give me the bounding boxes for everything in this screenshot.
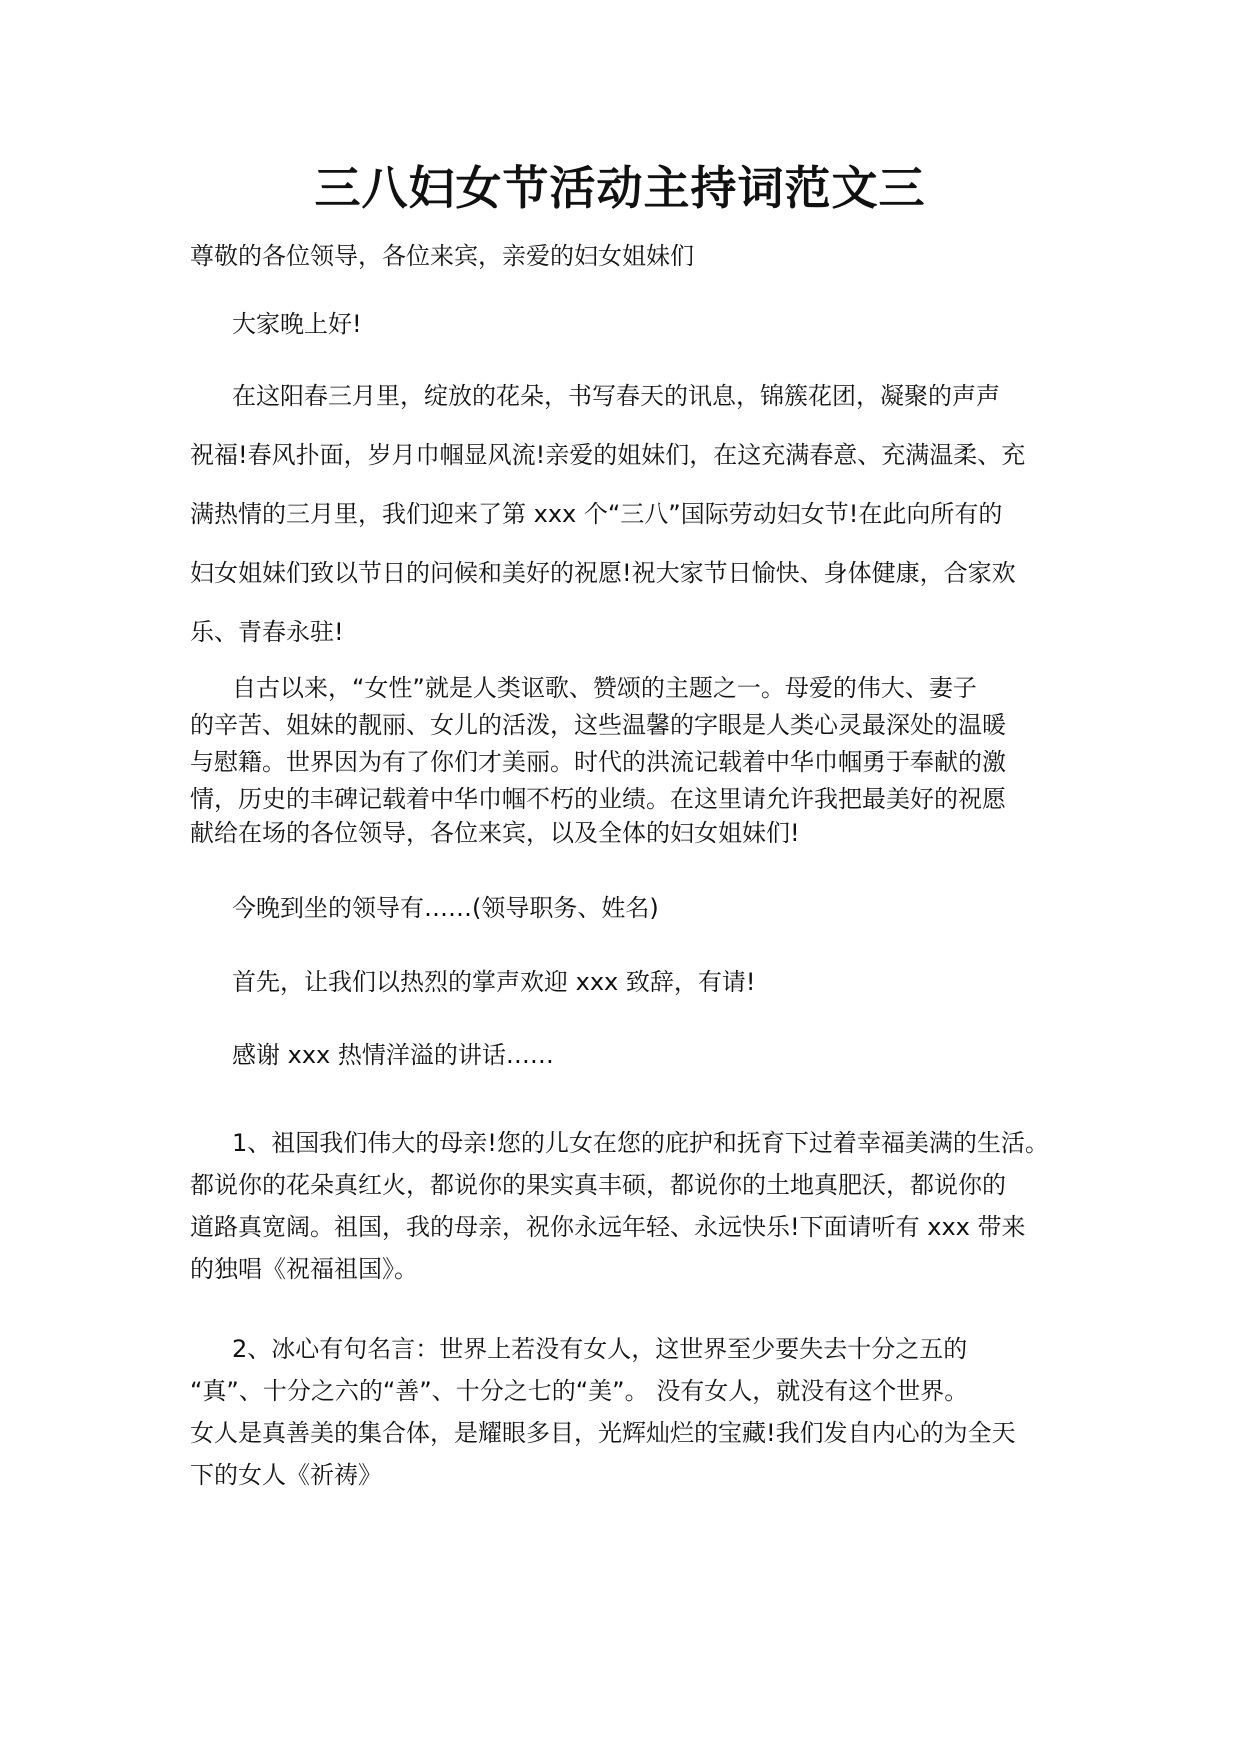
paragraph-line: 乐、青春永驻!: [190, 618, 344, 646]
greeting-line: 尊敬的各位领导，各位来宾，亲爱的妇女姐妹们: [190, 242, 694, 270]
paragraph-line: 的辛苦、姐妹的靓丽、女儿的活泼，这些温馨的字眼是人类心灵最深处的温暖: [190, 711, 1006, 739]
paragraph-line: 的独唱《祝福祖国》。: [190, 1255, 418, 1283]
paragraph-line: 2、冰心有句名言：世界上若没有女人，这世界至少要失去十分之五的: [232, 1335, 968, 1363]
paragraph-spring: [190, 367, 1102, 662]
paragraph-line: 在这阳春三月里，绽放的花朵，书写春天的讯息，锦簇花团，凝聚的声声: [232, 382, 1000, 410]
paragraph-leaders: 今晚到坐的领导有……(领导职务、姓名): [232, 894, 659, 922]
paragraph-hello: 大家晚上好!: [232, 310, 362, 338]
paragraph-line: “真”、十分之六的“善”、十分之七的“美”。 没有女人，就没有这个世界。: [190, 1377, 969, 1405]
paragraph-line: 女人是真善美的集合体，是耀眼多目，光辉灿烂的宝藏!我们发自内心的为全天: [190, 1419, 1016, 1447]
paragraph-line: 自古以来，“女性”就是人类讴歌、赞颂的主题之一。母爱的伟大、妻子: [232, 674, 977, 702]
paragraph-line: 情，历史的丰碑记载着中华巾帼不朽的业绩。在这里请允许我把最美好的祝愿: [190, 785, 1006, 813]
paragraph-female: [190, 670, 1102, 818]
paragraph-female-end: 献给在场的各位领导，各位来宾，以及全体的妇女姐妹们!: [190, 819, 800, 847]
document-title: 三八妇女节活动主持词范文三: [314, 161, 926, 215]
paragraph-line: 下的女人《祈祷》: [190, 1461, 382, 1489]
paragraph-line: 与慰籍。世界因为有了你们才美丽。时代的洪流记载着中华巾帼勇于奉献的激: [190, 748, 1006, 776]
paragraph-thanks: 感谢 xxx 热情洋溢的讲话……: [232, 1041, 554, 1069]
paragraph-line: 道路真宽阔。祖国，我的母亲，祝你永远年轻、永远快乐!下面请听有 xxx 带来: [190, 1213, 1026, 1241]
paragraph-line: 满热情的三月里，我们迎来了第 xxx 个“三八”国际劳动妇女节!在此向所有的: [190, 500, 1003, 528]
paragraph-line: 祝福!春风扑面，岁月巾帼显风流!亲爱的姐妹们，在这充满春意、充满温柔、充: [190, 441, 1026, 469]
paragraph-item-1: [190, 1122, 1102, 1290]
paragraph-welcome: 首先，让我们以热烈的掌声欢迎 xxx 致辞，有请!: [232, 968, 756, 996]
paragraph-line: 都说你的花朵真红火，都说你的果实真丰硕，都说你的土地真肥沃，都说你的: [190, 1171, 1006, 1199]
paragraph-line: 妇女姐妹们致以节日的问候和美好的祝愿!祝大家节日愉快、身体健康，合家欢: [190, 559, 1016, 587]
paragraph-item-2: [190, 1328, 1102, 1496]
paragraph-line: 1、祖国我们伟大的母亲!您的儿女在您的庇护和抚育下过着幸福美满的生活。: [232, 1129, 1049, 1157]
